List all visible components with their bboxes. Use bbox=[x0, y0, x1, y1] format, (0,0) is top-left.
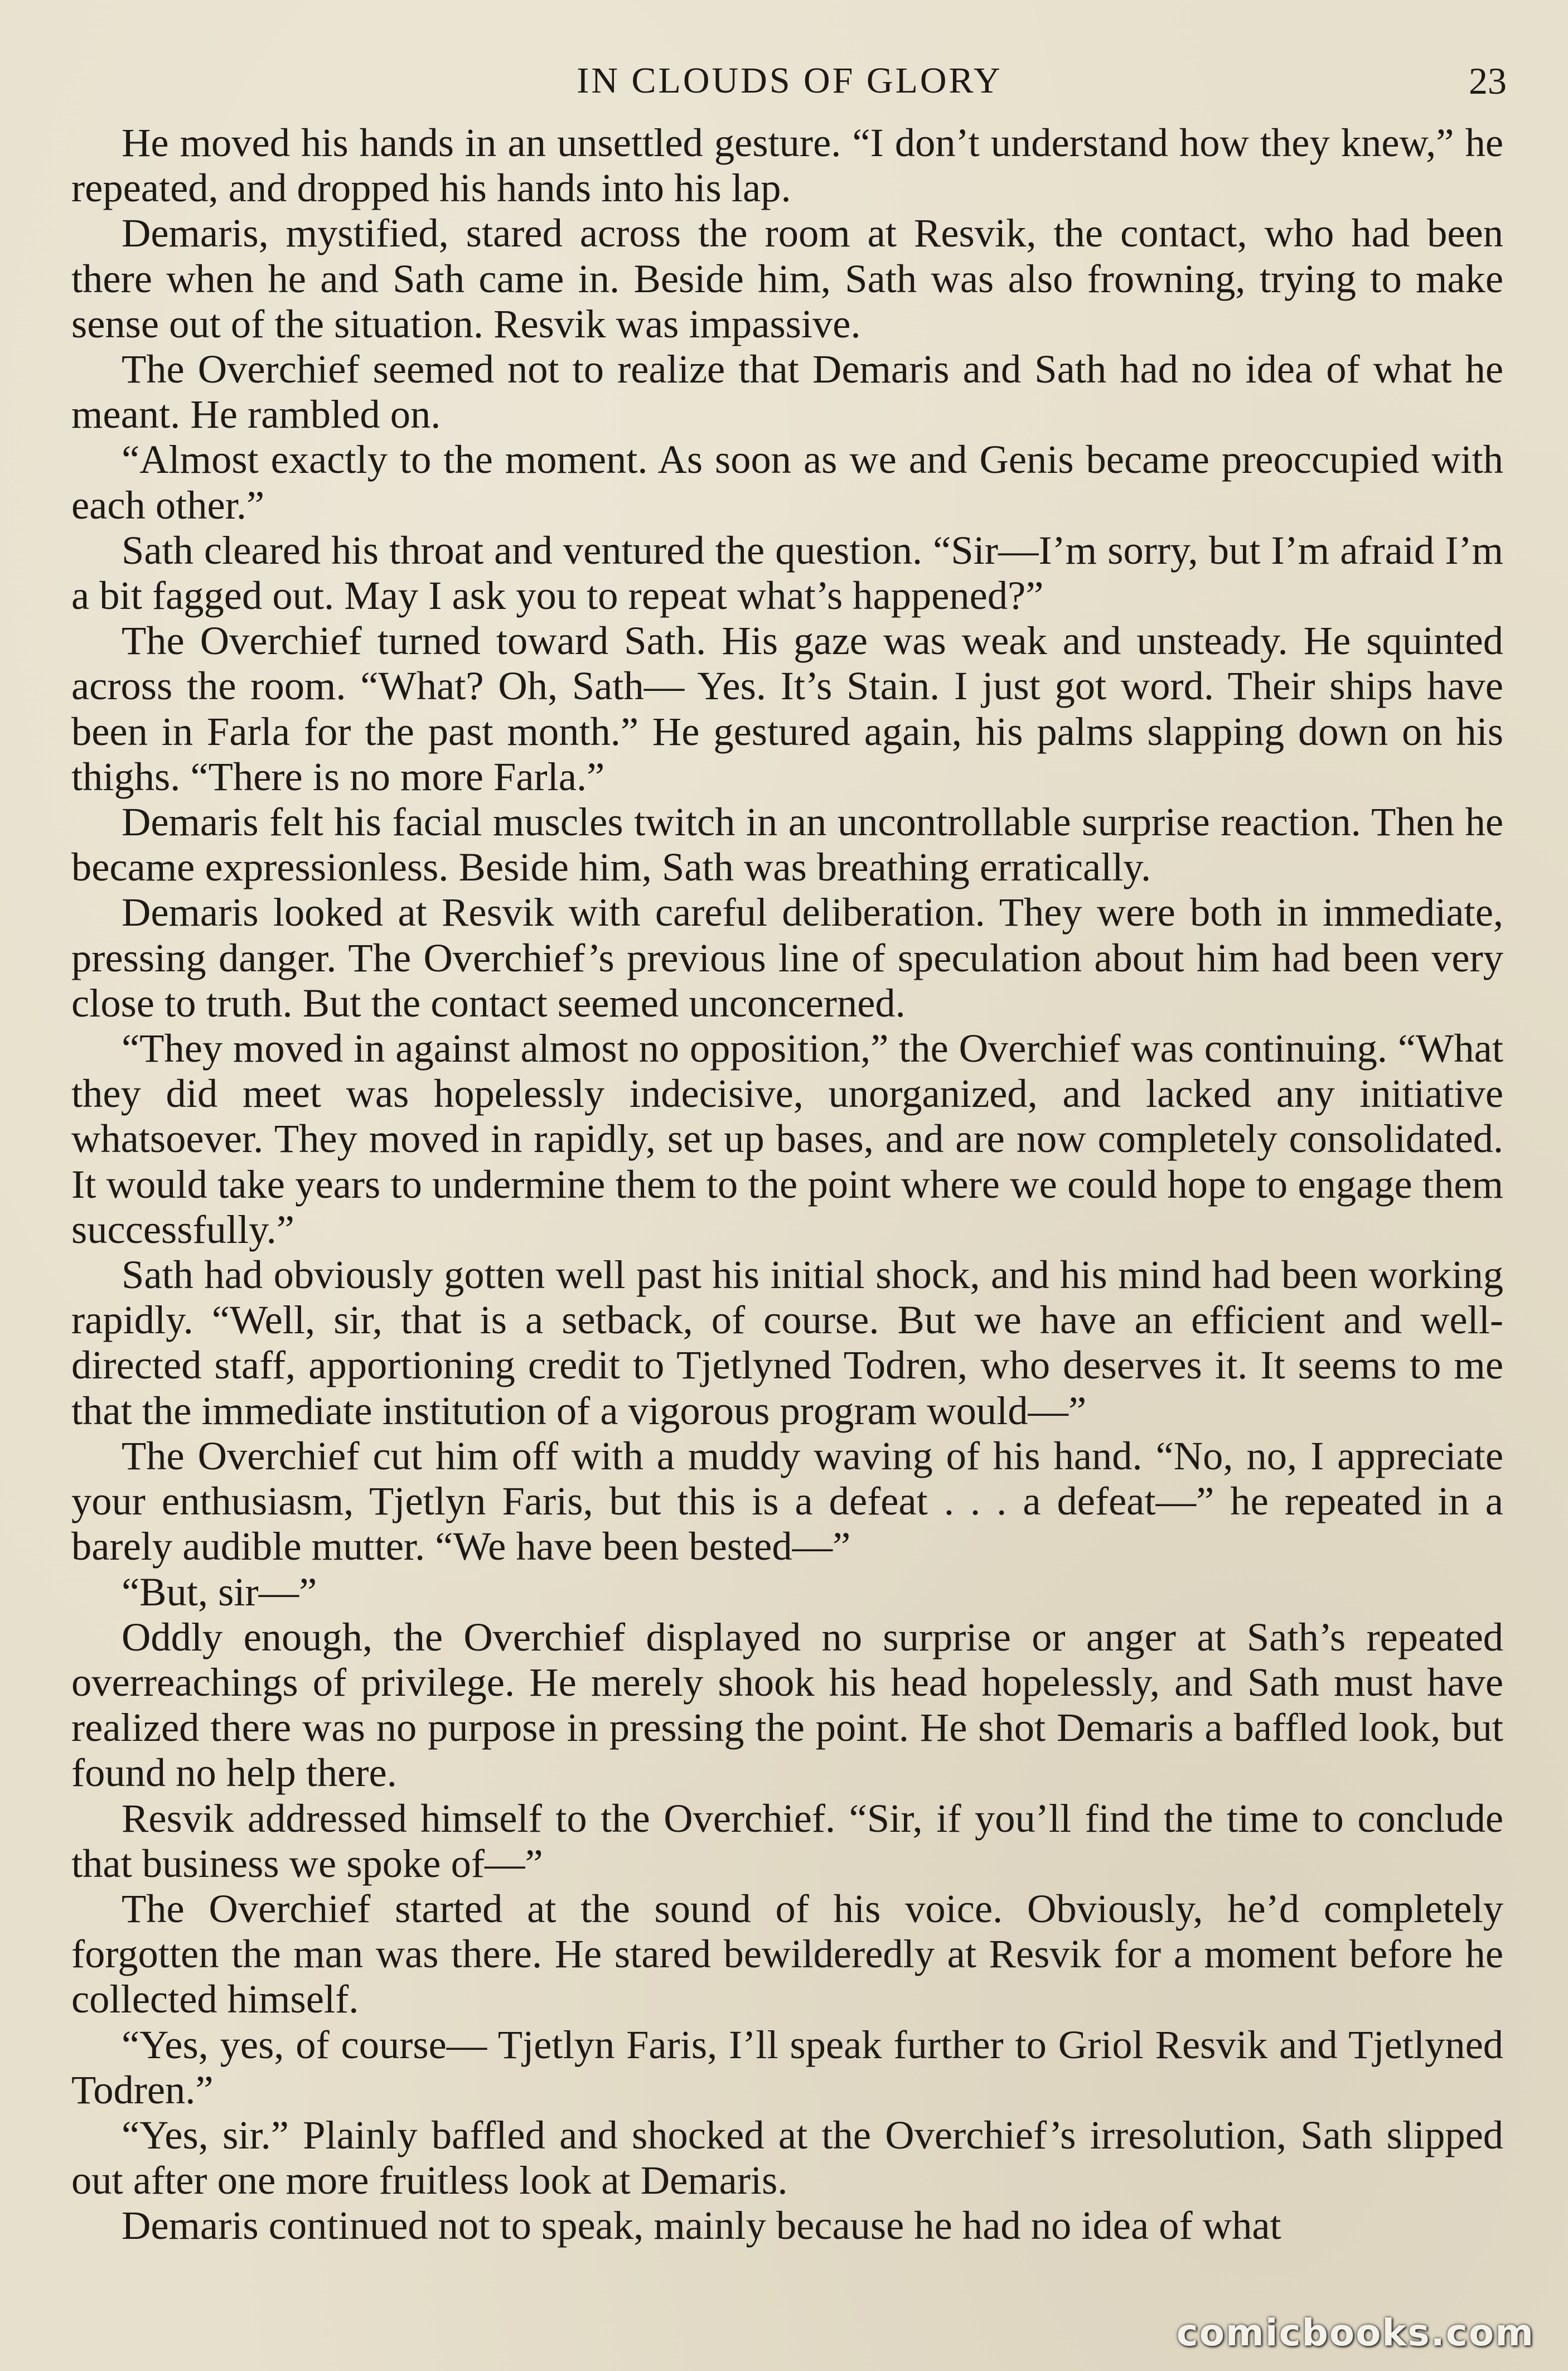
paragraph: Demaris looked at Resvik with careful deliberation. They were both in immediate, pressing danger. The Overchief’s previous line of speculation about him had been very close to truth. But the contact seemed unconcerned. bbox=[71, 889, 1503, 1025]
paragraph: The Overchief turned toward Sath. His gaze was weak and unsteady. He squinted across the room. “What? Oh, Sath— Yes. It’s Stain. I just got word. Their ships have been in Farla for the past month.” He gestured again, his palms slapping down on his thighs. “There is no more Farla.” bbox=[71, 618, 1503, 799]
paragraph: “Yes, sir.” Plainly baffled and shocked at the Overchief’s irresolution, Sath slipped out after one more fruitless look at Demaris. bbox=[71, 2112, 1503, 2203]
paragraph: He moved his hands in an unsettled gesture. “I don’t understand how they knew,” he repeated, and dropped his hands into his lap. bbox=[71, 120, 1503, 211]
paragraph: Oddly enough, the Overchief displayed no surprise or anger at Sath’s repeated overreachings of privilege. He merely shook his head hopelessly, and Sath must have realized there was no purpose in pressing the point. He shot Demaris a baffled look, but found no help there. bbox=[71, 1614, 1503, 1796]
watermark: comicbooks.com bbox=[1176, 2311, 1535, 2354]
paragraph: “They moved in against almost no opposition,” the Overchief was continuing. “What they did meet was hopelessly indecisive, unorganized, and lacked any initiative whatsoever. They moved in rapidly, set up bases, and are now completely consolidated. It would take years to undermine them to the point where we could hope to engage them successfully.” bbox=[71, 1025, 1503, 1252]
paragraph: Demaris continued not to speak, mainly because he had no idea of what bbox=[122, 2203, 1281, 2248]
paragraph: The Overchief cut him off with a muddy waving of his hand. “No, no, I appreciate your enthusiasm, Tjetlyn Faris, but this is a defeat . . . a defeat—” he repeated in a barely audible mutter. “We have been bested—” bbox=[71, 1433, 1503, 1569]
paragraph: “Yes, yes, of course— Tjetlyn Faris, I’ll speak further to Griol Resvik and Tjetlyned Todren.” bbox=[71, 2021, 1503, 2112]
paragraph: Sath cleared his throat and ventured the question. “Sir—I’m sorry, but I’m afraid I’m a bit fagged out. May I ask you to repeat what’s happened?” bbox=[71, 527, 1503, 618]
paragraph: Sath had obviously gotten well past his initial shock, and his mind had been working rapidly. “Well, sir, that is a setback, of course. But we have an efficient and well-directed staff, apportioning credit to Tjetlyned Todren, who deserves it. It seems to me that the immediate institution of a vigorous program would—” bbox=[71, 1252, 1503, 1433]
paragraph: Demaris, mystified, stared across the room at Resvik, the contact, who had been there when he and Sath came in. Beside him, Sath was also frowning, trying to make sense out of the situation. Resvik was impassive. bbox=[71, 210, 1503, 346]
paragraph: “Almost exactly to the moment. As soon as we and Genis became preoccupied with each other.” bbox=[71, 437, 1503, 528]
body-text bbox=[71, 120, 1503, 2248]
page-header bbox=[72, 56, 1507, 106]
paragraph: Resvik addressed himself to the Overchief. “Sir, if you’ll find the time to conclude that business we spoke of—” bbox=[71, 1795, 1503, 1886]
paragraph: “But, sir—” bbox=[122, 1569, 317, 1614]
paragraph: The Overchief started at the sound of his voice. Obviously, he’d completely forgotten the man was there. He stared bewilderedly at Resvik for a moment before he collected himself. bbox=[71, 1885, 1503, 2022]
running-title: IN CLOUDS OF GLORY bbox=[577, 60, 1003, 101]
paragraph: The Overchief seemed not to realize that Demaris and Sath had no idea of what he meant. He rambled on. bbox=[71, 346, 1503, 437]
page-number: 23 bbox=[1469, 60, 1507, 102]
paragraph: Demaris felt his facial muscles twitch in an uncontrollable surprise reaction. Then he became expressionless. Beside him, Sath was breathing erratically. bbox=[71, 799, 1503, 890]
